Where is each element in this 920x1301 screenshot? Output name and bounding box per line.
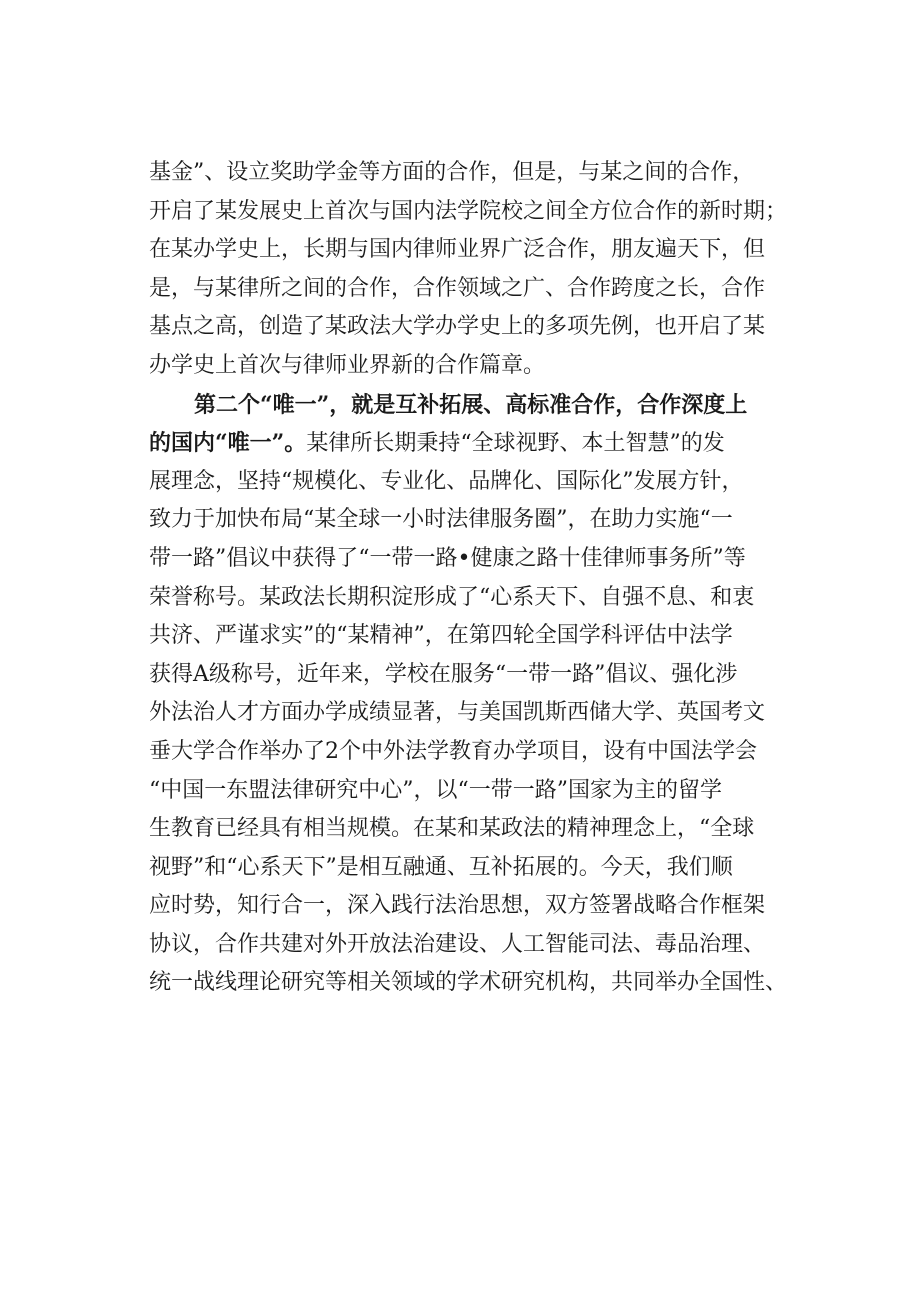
text-line: 开启了某发展史上首次与国内法学院校之间全方位合作的新时期；: [149, 198, 788, 224]
document-body: [149, 154, 829, 1003]
text-line: 带一路”倡议中获得了“一带一路•健康之路十佳律师事务所”等: [149, 545, 746, 571]
text-line: 基金”、设立奖助学金等方面的合作，但是，与某之间的合作，: [149, 160, 755, 185]
text-line: 视野”和“心系天下”是相互融通、互补拓展的。今天，我们顺: [149, 854, 733, 880]
text-line: 是，与某律所之间的合作，合作领域之广、合作跨度之长，合作: [149, 275, 766, 301]
text-line: [149, 424, 829, 463]
text-line: 协议，合作共建对外开放法治建设、人工智能司法、毒品治理、: [149, 931, 766, 957]
text-line: 统一战线理论研究等相关领域的学术研究机构，共同举办全国性、: [149, 970, 788, 996]
text-line: 在某办学史上，长期与国内律师业界广泛合作，朋友遍天下，但: [149, 237, 766, 263]
text-line: 致力于加快布局“某全球一小时法律服务圈”，在助力实施“一: [149, 507, 733, 533]
text-line: 应时势，知行合一，深入践行法治思想，双方签署战略合作框架: [149, 893, 766, 919]
text-line: 生教育已经具有相当规模。在某和某政法的精神理念上，“全球: [149, 816, 755, 842]
paragraph-2: [149, 386, 829, 1004]
text-line: 展理念，坚持“规模化、专业化、品牌化、国际化”发展方针，: [149, 468, 744, 494]
text-line: 外法治人才方面办学成绩显著，与美国凯斯西储大学、英国考文: [149, 700, 766, 726]
paragraph-heading-end: 的国内“唯一”。: [149, 430, 307, 457]
text-line: 垂大学合作举办了2个中外法学教育办学项目，设有中国法学会: [149, 738, 757, 764]
text-line: 办学史上首次与律师业界新的合作篇章。: [149, 352, 546, 378]
paragraph-1: [149, 154, 829, 386]
text-line: 获得A级称号，近年来，学校在服务“一带一路”倡议、强化涉: [149, 661, 738, 687]
text-line: 共济、严谨求实”的“某精神”，在第四轮全国学科评估中法学: [149, 623, 733, 649]
text-line: 基点之高，创造了某政法大学办学史上的多项先例，也开启了某: [149, 314, 766, 340]
paragraph-heading: 第二个“唯一”，就是互补拓展、高标准合作，合作深度上: [194, 391, 748, 418]
text-line: “中国一东盟法律研究中心”，以“一带一路”国家为主的留学: [149, 777, 722, 803]
text-span: 某律所长期秉持“全球视野、本土智慧”的发: [306, 431, 725, 457]
text-line: 荣誉称号。某政法长期积淀形成了“心系天下、自强不息、和衷: [149, 584, 755, 610]
